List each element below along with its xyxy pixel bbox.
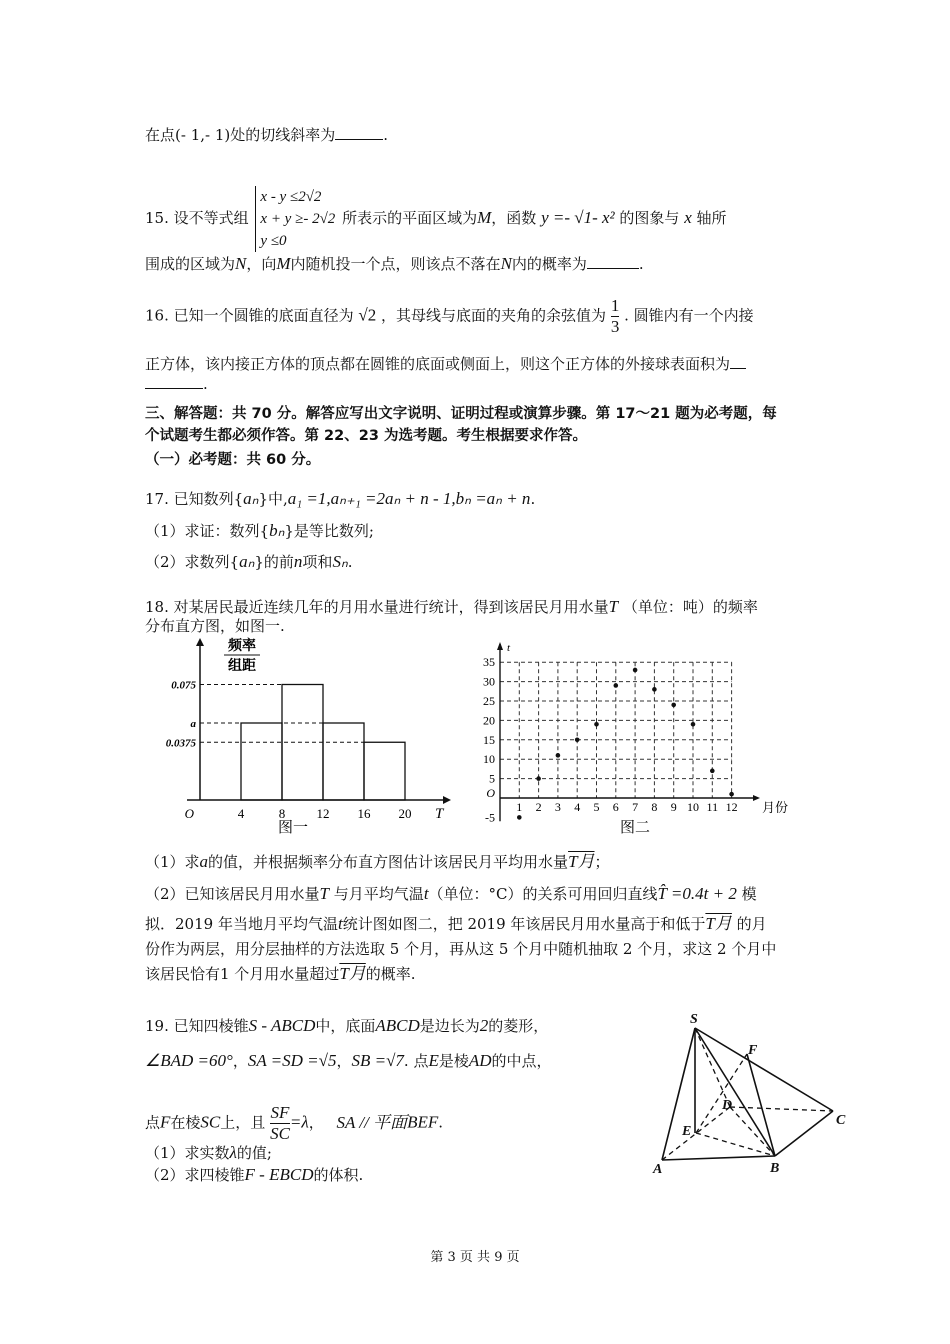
fig2-y-tick: 30 xyxy=(483,674,495,689)
fig1-y-arrow xyxy=(196,638,204,646)
fig1-x-tick: 4 xyxy=(237,806,245,821)
fig1-x-arrow xyxy=(443,796,451,804)
section3-line1: 三、解答题：共 70 分。解答应写出文字说明、证明过程或演算步骤。第 17～21 题为必考题，每 xyxy=(145,406,777,422)
label-F: F xyxy=(748,1043,758,1058)
fig2-x-tick: 7 xyxy=(632,800,639,814)
q16-blank: . xyxy=(145,374,208,394)
q17-part1: （1）求证：数列{bₙ}是等比数列; xyxy=(145,521,374,540)
q19-line1: 19. 已知四棱锥S - ABCD中，底面ABCD是边长为2的菱形， xyxy=(145,1016,549,1035)
fig2-y-tick: -5 xyxy=(485,810,495,825)
fig2-y-tick: 15 xyxy=(483,732,495,747)
q19-part1: （1）求实数λ的值; xyxy=(145,1143,272,1162)
fig2-x-label: 月份 xyxy=(762,800,789,815)
fig1-y-tick: 0.0375 xyxy=(165,737,196,750)
fig2-y-label: t xyxy=(507,642,511,654)
scatter-figure2 xyxy=(465,638,795,843)
fig2-x-tick: 1 xyxy=(516,800,523,814)
fig2-point xyxy=(594,722,599,727)
fig1-caption: 图一 xyxy=(277,820,309,836)
fig1-x-label: T xyxy=(435,806,444,822)
fig1-x-tick: 12 xyxy=(316,806,330,821)
fig1-bar xyxy=(364,742,405,800)
fig2-y-tick: 20 xyxy=(483,713,495,728)
label-A: A xyxy=(653,1162,663,1177)
fig2-x-tick: 4 xyxy=(574,800,581,814)
fig2-y-arrow xyxy=(497,642,503,650)
fig2-x-tick: 2 xyxy=(535,800,542,814)
label-D: D xyxy=(722,1098,733,1113)
label-B: B xyxy=(770,1161,780,1176)
fig2-point xyxy=(614,683,619,688)
fig2-x-tick: 12 xyxy=(725,800,738,814)
fig2-x-arrow xyxy=(753,795,760,801)
q18-line4: 份作为两层，用分层抽样的方法选取 5 个月，再从这 5 个月中随机抽取 2 个月，求这 2 个月中 xyxy=(145,940,777,958)
fig1-bar xyxy=(241,723,282,800)
fig1-ylabel-bottom: 组距 xyxy=(228,659,256,674)
q16-line1: 16. 已知一个圆锥的底面直径为 √2 ，其母线与底面的夹角的余弦值为 $\frac{1}{3}$ . 圆锥内有一个内接 xyxy=(145,296,754,336)
fig2-x-tick: 11 xyxy=(706,800,719,814)
fig2-y-tick: 5 xyxy=(489,771,495,786)
label-C: C xyxy=(836,1113,846,1128)
section3-line3: （一）必考题：共 60 分。 xyxy=(145,452,321,468)
fig2-point xyxy=(536,776,541,781)
fig2-point xyxy=(652,687,657,692)
section3-line2: 个试题考生都必须作答。第 22、23 为选考题。考生根据要求作答。 xyxy=(145,428,587,444)
fig2-point xyxy=(633,668,638,673)
fig2-x-tick: 3 xyxy=(554,800,561,814)
fig2-point xyxy=(517,815,522,820)
q14-tail: 在点(- 1,- 1)处的切线斜率为 . xyxy=(145,126,389,144)
label-E: E xyxy=(682,1124,692,1139)
fig2-point xyxy=(710,769,715,774)
q18-part2: （2）已知该居民月用水量T 与月平均气温t（单位：°C）的关系可用回归直线T̂ =0.4t + 2 模 xyxy=(145,884,757,903)
q18-line2: 分布直方图，如图一. xyxy=(145,617,285,635)
fig1-bar xyxy=(323,723,364,800)
q18-line5: 该居民恰有1 个月用水量超过T月的概率. xyxy=(145,964,416,983)
fig1-ylabel-top: 频率 xyxy=(228,639,256,654)
fig2-point xyxy=(575,738,580,743)
label-S: S xyxy=(690,1012,698,1027)
q19-line2: ∠BAD =60°，SA =SD =√5，SB =√7. 点E是棱AD的中点， xyxy=(145,1051,552,1070)
fig2-x-tick: 6 xyxy=(612,800,619,814)
fig1-y-tick: a xyxy=(190,718,196,730)
fig2-x-tick: 5 xyxy=(593,800,600,814)
q16-line2: 正方体，该内接正方体的顶点都在圆锥的底面或侧面上，则这个正方体的外接球表面积为 xyxy=(145,354,746,374)
q19-line3: 点F在棱SC上，且 $\frac{SF}{SC}$ =λ， SA // 平面BEF. xyxy=(145,1103,443,1143)
page-footer: 第 3 页 共 9 页 xyxy=(430,1250,520,1265)
inequality-system: x - y ≤2√2 x + y ≥- 2√2 y ≤0 xyxy=(255,186,335,252)
fig1-y-tick: 0.075 xyxy=(171,679,196,692)
fig1-x-tick: 16 xyxy=(357,806,371,821)
fig2-y-tick: O xyxy=(486,786,495,800)
fig2-x-tick: 10 xyxy=(687,800,699,814)
q15-line2: 围成的区域为N，向M内随机投一个点，则该点不落在N内的概率为 . xyxy=(145,254,644,273)
q17-line1: 17. 已知数列{aₙ}中,a₁ =1,aₙ₊₁ =2aₙ + n - 1,bₙ =aₙ + n. xyxy=(145,489,536,508)
fig2-point xyxy=(729,792,734,797)
fig1-x-tick: O xyxy=(184,806,194,821)
fig2-y-tick: 25 xyxy=(483,694,495,708)
fig2-x-tick: 8 xyxy=(651,800,658,814)
fig2-y-tick: 10 xyxy=(483,752,495,767)
fig2-x-tick: 9 xyxy=(670,800,677,814)
fig2-y-tick: 35 xyxy=(483,655,495,670)
fig2-point xyxy=(671,703,676,708)
histogram-figure1 xyxy=(160,632,460,842)
q19-part2: （2）求四棱锥F - EBCD的体积. xyxy=(145,1165,364,1184)
fig2-point xyxy=(556,753,561,758)
fig1-x-tick: 20 xyxy=(398,806,412,821)
fig2-point xyxy=(691,722,696,727)
fig2-caption: 图二 xyxy=(619,820,651,836)
q15-line1: 15. 设不等式组 x - y ≤2√2 x + y ≥- 2√2 y ≤0 所表示的平面区域为M，函数 y =- √1- x² 的图象与 x 轴所 xyxy=(145,186,727,252)
q17-part2: （2）求数列{aₙ}的前n项和Sₙ. xyxy=(145,552,353,571)
q19-fraction: $\frac{SF}{SC}$ xyxy=(270,1103,290,1143)
q16-fraction: $\frac{1}{3}$ xyxy=(610,296,620,336)
fig1-bar xyxy=(282,685,323,801)
q18-line3: 拟．2019 年当地月平均气温t统计图如图二，把 2019 年该居民月用水量高于和低于T月 的月 xyxy=(145,914,767,933)
fig1-x-tick: 8 xyxy=(278,806,286,821)
pyramid-figure xyxy=(650,1008,860,1178)
q18-part1: （1）求a的值，并根据频率分布直方图估计该居民月平均用水量T月； xyxy=(145,852,610,871)
q18-line1: 18. 对某居民最近连续几年的月用水量进行统计，得到该居民月用水量T （单位：吨）的频率 xyxy=(145,597,758,616)
